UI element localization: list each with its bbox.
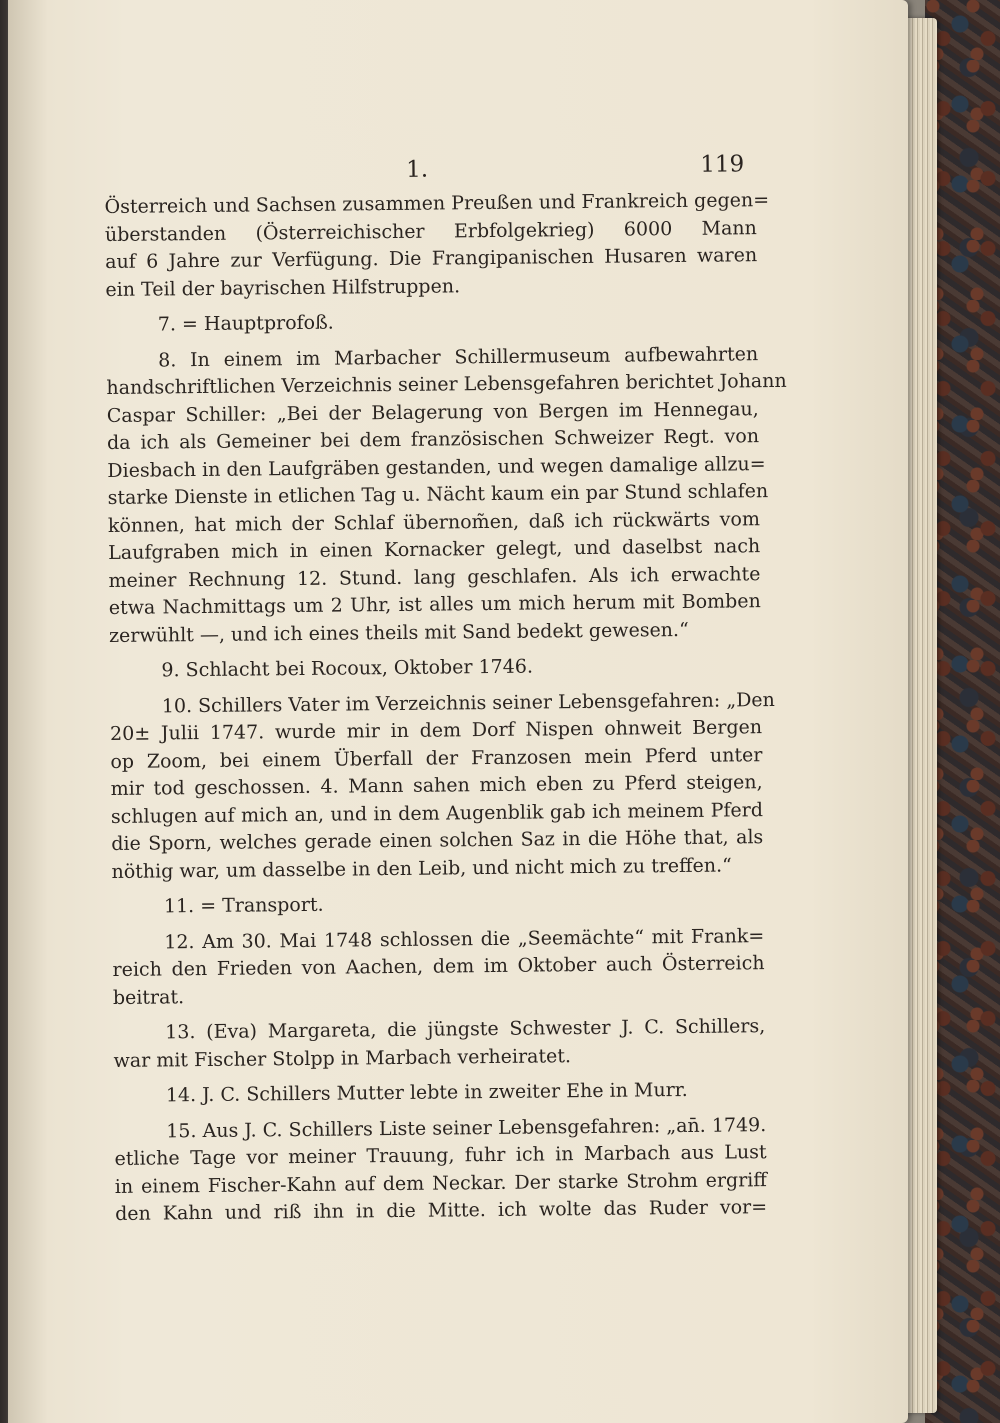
- page-number: 119: [700, 151, 745, 178]
- text-line: beitrat.: [112, 985, 185, 1009]
- text-line: 14. J. C. Schillers Mutter lebte in zweiter Ehe in Murr.: [165, 1078, 688, 1107]
- text-line: op Zoom, bei einem Überfall der Franzosen mein Pferd unter: [110, 743, 763, 773]
- text-line: 7. = Hauptprofoß.: [157, 311, 334, 336]
- text-line: 12. Am 30. Mai 1748 schlossen die „Seemächte“ mit Frank=: [164, 924, 765, 953]
- text-line: meiner Rechnung 12. Stund. lang geschlafen. Als ich erwachte: [108, 562, 761, 592]
- text-line: nöthig war, um dasselbe in den Leib, und nicht mich zu treffen.“: [111, 853, 732, 883]
- text-line: etliche Tage vor meiner Trauung, fuhr ich in Marbach aus Lust: [114, 1141, 767, 1170]
- text-block: [104, 143, 787, 1228]
- text-line: war mit Fischer Stolpp in Marbach verheiratet.: [113, 1044, 572, 1072]
- text-line: etwa Nachmittags um 2 Uhr, ist alles um mich herum mit Bomben: [108, 590, 761, 619]
- text-line: Diesbach in den Laufgräben gestanden, und wegen damalige allzu=: [107, 452, 766, 482]
- text-line: überstanden (Österreichischer Erbfolgekrieg) 6000 Mann: [104, 216, 757, 246]
- text-line: 20± Julii 1747. wurde mir in dem Dorf Nispen ohnweit Bergen: [110, 716, 763, 745]
- text-line: in einem Fischer-Kahn auf dem Neckar. Der starke Strohm ergriff: [114, 1168, 767, 1198]
- text-line: 10. Schillers Vater im Verzeichnis seiner Lebensgefahren: „Den: [161, 688, 775, 717]
- text-line: 11. = Transport.: [163, 893, 324, 918]
- page-header: [104, 143, 756, 194]
- text-line: handschriftlichen Verzeichnis seiner Lebensgefahren berichtet Johann: [106, 369, 787, 399]
- text-line: den Kahn und riß ihn in die Mitte. ich wolte das Ruder vor=: [115, 1196, 768, 1225]
- text-line: da ich als Gemeiner bei dem französischen Schweizer Regt. von: [106, 425, 760, 454]
- text-line: zerwühlt —, und ich eines theils mit Sand bedekt gewesen.“: [108, 618, 689, 647]
- page-sheet: [8, 0, 908, 1423]
- text-line: reich den Frieden von Aachen, dem im Oktober auch Österreich: [112, 952, 765, 981]
- body-text: [104, 187, 787, 1228]
- text-line: Laufgraben mich in einen Kornacker gelegt, und daselbst nach: [108, 535, 761, 564]
- text-line: 13. (Eva) Margareta, die jüngste Schwester J. C. Schillers,: [165, 1015, 766, 1044]
- text-line: Österreich und Sachsen zusammen Preußen und Frankreich gegen=: [104, 189, 770, 218]
- text-line: Caspar Schiller: „Bei der Belagerung von Bergen im Hennegau,: [106, 397, 759, 427]
- text-line: starke Dienste in etlichen Tag u. Nächt kaum ein par Stund schlafen: [107, 480, 769, 509]
- text-line: 9. Schlacht bei Rocoux, Oktober 1746.: [161, 655, 534, 682]
- text-line: 8. In einem im Marbacher Schillermuseum aufbewahrten: [158, 342, 759, 371]
- text-line: auf 6 Jahre zur Verfügung. Die Frangipanischen Husaren waren: [105, 244, 758, 273]
- text-line: die Sporn, welches gerade einen solchen Saz in die Höhe that, als: [111, 826, 764, 855]
- signature-mark: 1.: [406, 156, 429, 183]
- text-line: schlugen auf mich an, und in dem Augenblik gab ich meinem Pferd: [110, 798, 764, 828]
- text-line: ein Teil der bayrischen Hilfstruppen.: [105, 274, 461, 301]
- text-line: 15. Aus J. C. Schillers Liste seiner Lebensgefahren: „an̄. 1749.: [166, 1113, 767, 1142]
- text-line: mir tod geschossen. 4. Mann sahen mich eben zu Pferd steigen,: [110, 771, 763, 800]
- text-line: können, hat mich der Schlaf übernom̃en, daß ich rückwärts vom: [107, 507, 761, 537]
